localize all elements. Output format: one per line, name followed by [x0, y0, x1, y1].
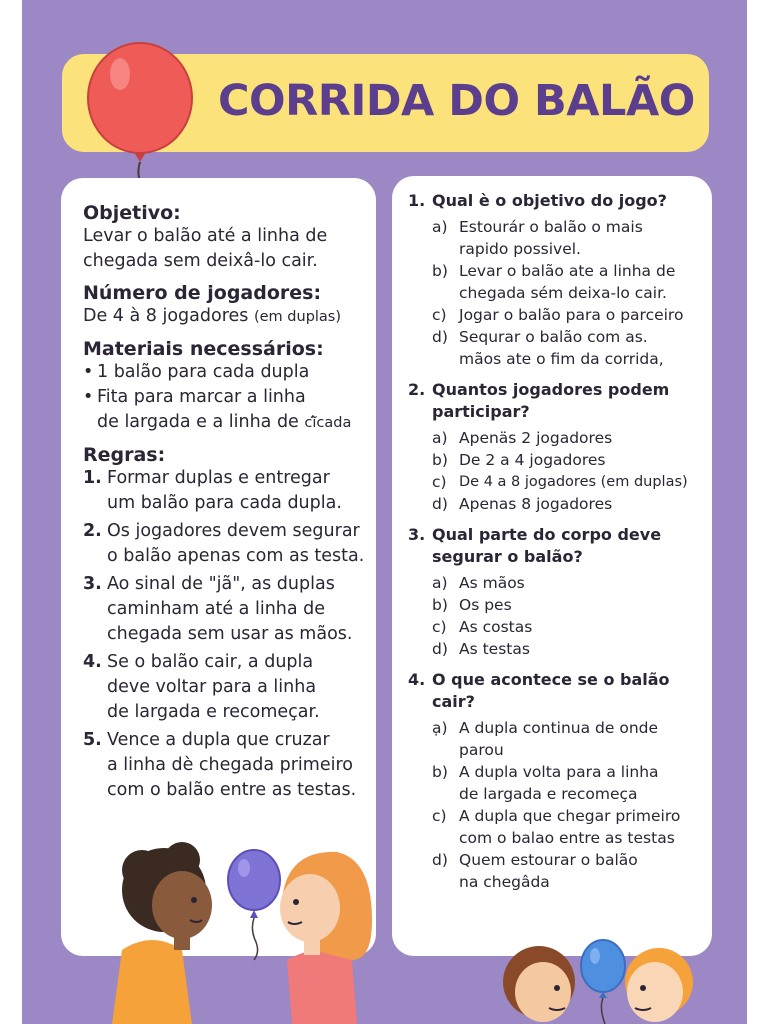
question-text: cair? [432, 692, 475, 711]
answer-option[interactable] [432, 572, 708, 594]
option-letter: b) [432, 596, 448, 614]
option-text: A dupla volta para a linha [459, 763, 659, 781]
rule-number: 5. [83, 730, 102, 750]
answer-option[interactable] [432, 638, 708, 660]
question-number: 2. [408, 380, 426, 399]
option-letter: a) [432, 574, 448, 592]
boys-balloon-illustration [477, 930, 717, 1024]
rule-item [83, 728, 373, 803]
page-title: CORRIDA DO BALÃO [218, 76, 695, 126]
answer-option[interactable] [432, 594, 708, 616]
question-number: 3. [408, 525, 426, 544]
option-letter: a) [432, 429, 448, 447]
rule-line: com o balão entre as testas. [107, 780, 357, 800]
answer-option[interactable] [432, 717, 708, 761]
material-text: de largada e a linha de [97, 412, 299, 432]
option-text: As costas [459, 618, 533, 636]
quiz-card [392, 176, 712, 956]
bullet: • [83, 387, 94, 407]
answer-option[interactable] [432, 216, 708, 260]
objective-section [83, 202, 373, 274]
rules-section [83, 444, 373, 803]
poster-background [22, 0, 747, 1024]
material-item [83, 360, 373, 385]
option-text: Estourár o balão o mais [459, 218, 643, 236]
option-text: parou [459, 741, 504, 759]
answer-option[interactable] [432, 761, 708, 805]
option-text: Levar o balão ate a linha de [459, 262, 676, 280]
rule-line: o balão apenas com as testa. [107, 546, 365, 566]
rule-number: 2. [83, 521, 102, 541]
option-text: Apenäs 2 jogadores [459, 429, 613, 447]
question-text: Quantos jogadores podem [432, 380, 670, 399]
option-text: A dupla que chegar primeiro [459, 807, 681, 825]
material-text: 1 balão para cada dupla [97, 362, 310, 382]
option-letter: b) [432, 763, 448, 781]
question-text: segurar o balão? [432, 547, 583, 566]
material-item [83, 385, 373, 436]
rule-item [83, 466, 373, 516]
bullet: • [83, 362, 94, 382]
option-text: As testas [459, 640, 530, 658]
material-text: Fita para marcar a linha [97, 387, 306, 407]
materials-heading: Materiais necessários: [83, 338, 324, 360]
rule-line: deve voltar para a linha [107, 677, 317, 697]
question-text: O que acontece se o balão [432, 670, 670, 689]
answer-option[interactable] [432, 427, 708, 449]
option-letter: d) [432, 495, 448, 513]
answer-option[interactable] [432, 849, 708, 893]
rule-item [83, 650, 373, 725]
question-number: 4. [408, 670, 426, 689]
option-letter: d) [432, 851, 448, 869]
option-letter: c) [432, 306, 447, 324]
players-note: (em duplas) [253, 309, 342, 325]
answer-option[interactable] [432, 616, 708, 638]
rule-line: Se o balão cair, a dupla [107, 652, 314, 672]
rule-item [83, 572, 373, 647]
option-letter: a) [432, 218, 448, 236]
answer-option[interactable] [432, 326, 708, 370]
option-letter: c) [432, 807, 447, 825]
objective-line: chegada sem deixâ-lo cair. [83, 251, 318, 271]
option-text: de largada e recomeça [459, 785, 638, 803]
rule-number: 1. [83, 468, 102, 488]
material-note: cĩ̂cada [304, 415, 352, 431]
question-block [408, 669, 708, 893]
option-text: De 4 a 8 jogadores (em duplas) [459, 474, 688, 490]
rule-line: Vence a dupla que cruzar [107, 730, 330, 750]
option-letter: c) [432, 618, 447, 636]
option-text: A dupla continua de onde [459, 719, 659, 737]
rule-line: Ao sinal de "jã", as duplas [107, 574, 335, 594]
question-block [408, 524, 708, 660]
option-text: Os pes [459, 596, 512, 614]
option-text: Jogar o balão para o parceiro [459, 306, 684, 324]
rule-item [83, 519, 373, 569]
option-letter: c) [432, 473, 447, 491]
question-text: Qual parte do corpo deve [432, 525, 662, 544]
rule-line: Formar duplas e entregar [107, 468, 330, 488]
option-text: mãos ate o fim da corrida, [459, 350, 664, 368]
option-text: As mãos [459, 574, 525, 592]
option-letter: ạ) [432, 719, 448, 737]
option-letter: b) [432, 262, 448, 280]
answer-option[interactable] [432, 493, 708, 515]
players-heading: Número de jogadores: [83, 282, 322, 304]
question-block [408, 190, 708, 370]
players-section [83, 282, 373, 330]
answer-option[interactable] [432, 805, 708, 849]
option-letter: d) [432, 328, 448, 346]
answer-option[interactable] [432, 449, 708, 471]
objective-heading: Objetivo: [83, 202, 181, 224]
players-main: De 4 à 8 jogadores [83, 306, 249, 326]
option-text: De 2 a 4 jogadores [459, 451, 606, 469]
option-letter: d) [432, 640, 448, 658]
option-text: com o balao entre as testas [459, 829, 675, 847]
option-text: Sequrar o balão com as. [459, 328, 648, 346]
rule-line: chegada sem usar as mãos. [107, 624, 353, 644]
answer-option[interactable] [432, 304, 708, 326]
answer-option[interactable] [432, 471, 708, 493]
rule-line: um balão para cada dupla. [107, 493, 342, 513]
children-balloon-illustration [82, 830, 382, 1024]
option-letter: b) [432, 451, 448, 469]
materials-section [83, 338, 373, 436]
answer-option[interactable] [432, 260, 708, 304]
question-text: Qual è o objetivo do jogo? [432, 191, 667, 210]
rule-line: caminham até a linha de [107, 599, 326, 619]
option-text: Quem estourar o balão [459, 851, 638, 869]
rule-number: 3. [83, 574, 102, 594]
rule-line: a linha dè chegada primeiro [107, 755, 353, 775]
rule-number: 4. [83, 652, 102, 672]
question-text: participar? [432, 402, 530, 421]
rules-heading: Regras: [83, 444, 166, 466]
rule-line: Os jogadores devem segurar [107, 521, 360, 541]
option-text: chegada sém deixa-lo cair. [459, 284, 667, 302]
objective-line: Levar o balão até a linha de [83, 226, 328, 246]
rule-line: de largada e recomeçar. [107, 702, 320, 722]
option-text: rapido possivel. [459, 240, 581, 258]
question-block [408, 379, 708, 515]
players-text [83, 304, 373, 330]
question-number: 1. [408, 191, 426, 210]
option-text: Apenas 8 jogadores [459, 495, 613, 513]
option-text: na chegâda [459, 873, 550, 891]
